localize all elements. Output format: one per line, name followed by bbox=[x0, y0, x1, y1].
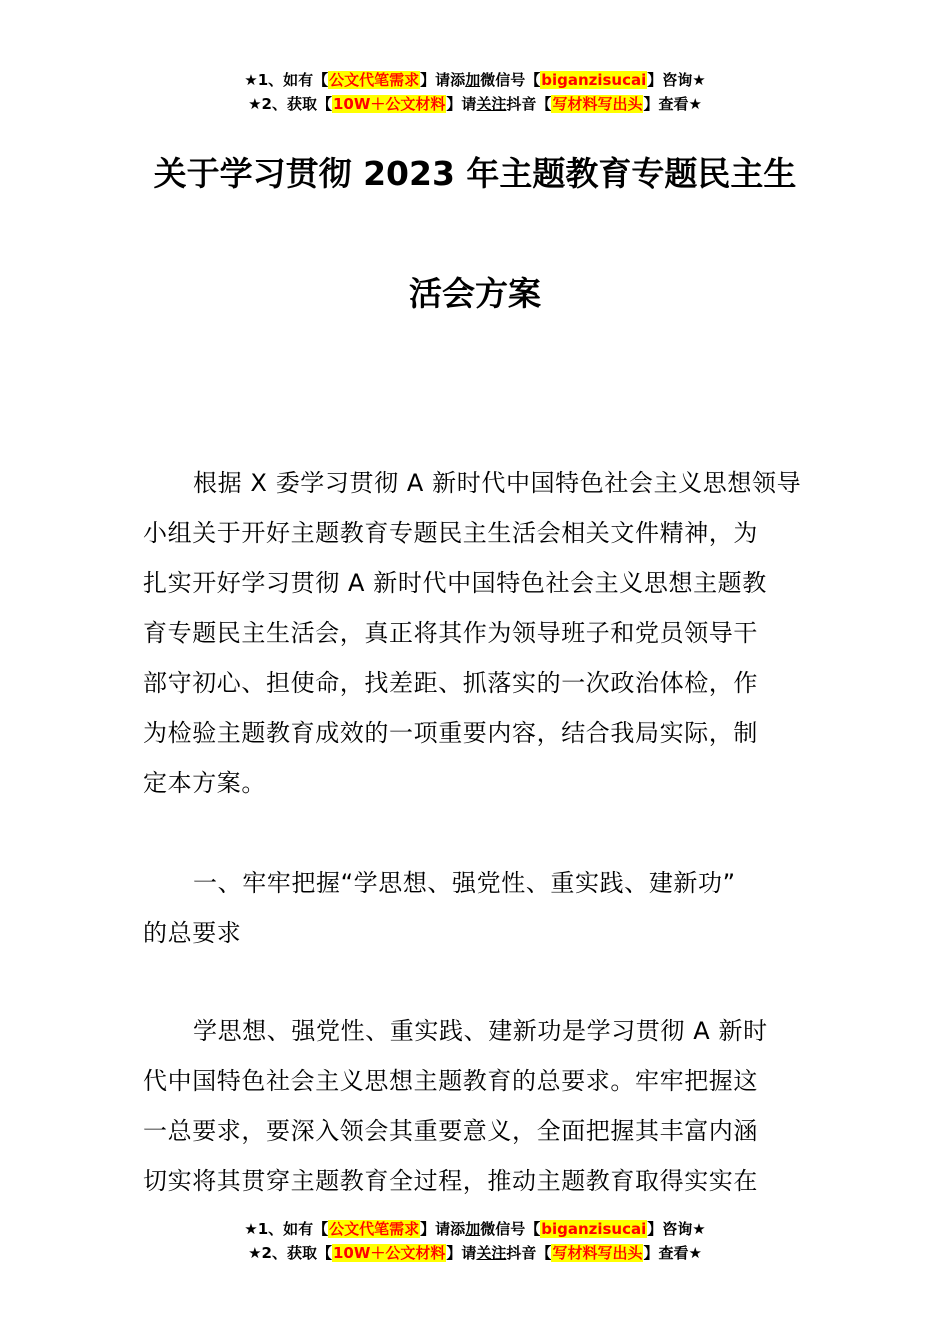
footer-line-2-prefix: ★2、获取【 bbox=[248, 1244, 332, 1262]
banner-line-1-text: 】请添 bbox=[420, 71, 466, 89]
paragraph-line: 学思想、强党性、重实践、建新功是学习贯彻 A 新时 bbox=[193, 1017, 768, 1045]
banner-line-2-underlined: 关注 bbox=[476, 95, 507, 113]
paragraph-line: 根据 X 委学习贯彻 A 新时代中国特色社会主义思想领导 bbox=[193, 469, 802, 497]
banner-line-2-text-2: 抖音【 bbox=[506, 95, 552, 113]
banner-line-1-prefix: ★1、如有【 bbox=[244, 71, 329, 89]
footer-banner bbox=[0, 1217, 950, 1265]
footer-line-2 bbox=[0, 1241, 950, 1265]
paragraph-line: 为检验主题教育成效的一项重要内容，结合我局实际，制 bbox=[143, 719, 758, 747]
footer-line-1-highlight-wechat: biganzisucai bbox=[541, 1220, 647, 1238]
footer-line-2-text: 】请 bbox=[446, 1244, 477, 1262]
paragraph-line: 定本方案。 bbox=[143, 769, 266, 797]
footer-line-1-suffix: 】咨询★ bbox=[647, 1220, 706, 1238]
paragraph-line: 部守初心、担使命，找差距、抓落实的一次政治体检，作 bbox=[143, 669, 758, 697]
banner-line-1 bbox=[0, 68, 950, 92]
footer-line-1-prefix: ★1、如有【 bbox=[244, 1220, 329, 1238]
banner-line-1-highlight-service: 公文代笔需求 bbox=[329, 71, 420, 89]
banner-line-2-prefix: ★2、获取【 bbox=[248, 95, 332, 113]
section-heading-line: 的总要求 bbox=[143, 919, 242, 947]
footer-line-1-highlight-service: 公文代笔需求 bbox=[329, 1220, 420, 1238]
paragraph-line: 代中国特色社会主义思想主题教育的总要求。牢牢把握这 bbox=[143, 1067, 758, 1095]
paragraph-section-1-body bbox=[143, 1006, 807, 1206]
banner-line-1-text-2: 微信号【 bbox=[480, 71, 541, 89]
banner-line-2-highlight-douyin: 写材料写出头 bbox=[552, 95, 643, 113]
paragraph-line: 一总要求，要深入领会其重要意义，全面把握其丰富内涵 bbox=[143, 1117, 758, 1145]
footer-line-2-suffix: 】查看★ bbox=[643, 1244, 702, 1262]
banner-line-2-suffix: 】查看★ bbox=[643, 95, 702, 113]
footer-line-2-highlight-douyin: 写材料写出头 bbox=[552, 1244, 643, 1262]
banner-line-2 bbox=[0, 92, 950, 116]
page-title-line-2: 活会方案 bbox=[409, 274, 541, 313]
footer-line-2-underlined: 关注 bbox=[476, 1244, 507, 1262]
banner-line-1-suffix: 】咨询★ bbox=[647, 71, 706, 89]
paragraph-line: 扎实开好学习贯彻 A 新时代中国特色社会主义思想主题教 bbox=[143, 569, 767, 597]
footer-line-1-text: 】请添 bbox=[420, 1220, 466, 1238]
paragraph-line: 切实将其贯穿主题教育全过程，推动主题教育取得实实在 bbox=[143, 1167, 758, 1195]
header-banner bbox=[0, 68, 950, 116]
paragraph-line: 育专题民主生活会，真正将其作为领导班子和党员领导干 bbox=[143, 619, 758, 647]
footer-line-2-text-2: 抖音【 bbox=[506, 1244, 552, 1262]
footer-line-1-text-2: 微信号【 bbox=[480, 1220, 541, 1238]
banner-line-2-highlight-materials: 10W＋公文材料 bbox=[332, 95, 446, 113]
footer-line-2-highlight-materials: 10W＋公文材料 bbox=[332, 1244, 446, 1262]
footer-line-1 bbox=[0, 1217, 950, 1241]
banner-line-1-highlight-wechat: biganzisucai bbox=[541, 71, 647, 89]
paragraph-intro bbox=[143, 458, 807, 808]
page-title-line-1: 关于学习贯彻 2023 年主题教育专题民主生 bbox=[153, 154, 797, 193]
paragraph-line: 小组关于开好主题教育专题民主生活会相关文件精神，为 bbox=[143, 519, 758, 547]
footer-line-1-underlined: 加 bbox=[465, 1220, 481, 1238]
banner-line-2-text: 】请 bbox=[446, 95, 477, 113]
section-heading-line: 一、牢牢把握“学思想、强党性、重实践、建新功” bbox=[193, 869, 736, 897]
section-heading-1 bbox=[143, 858, 807, 958]
banner-line-1-underlined: 加 bbox=[465, 71, 481, 89]
